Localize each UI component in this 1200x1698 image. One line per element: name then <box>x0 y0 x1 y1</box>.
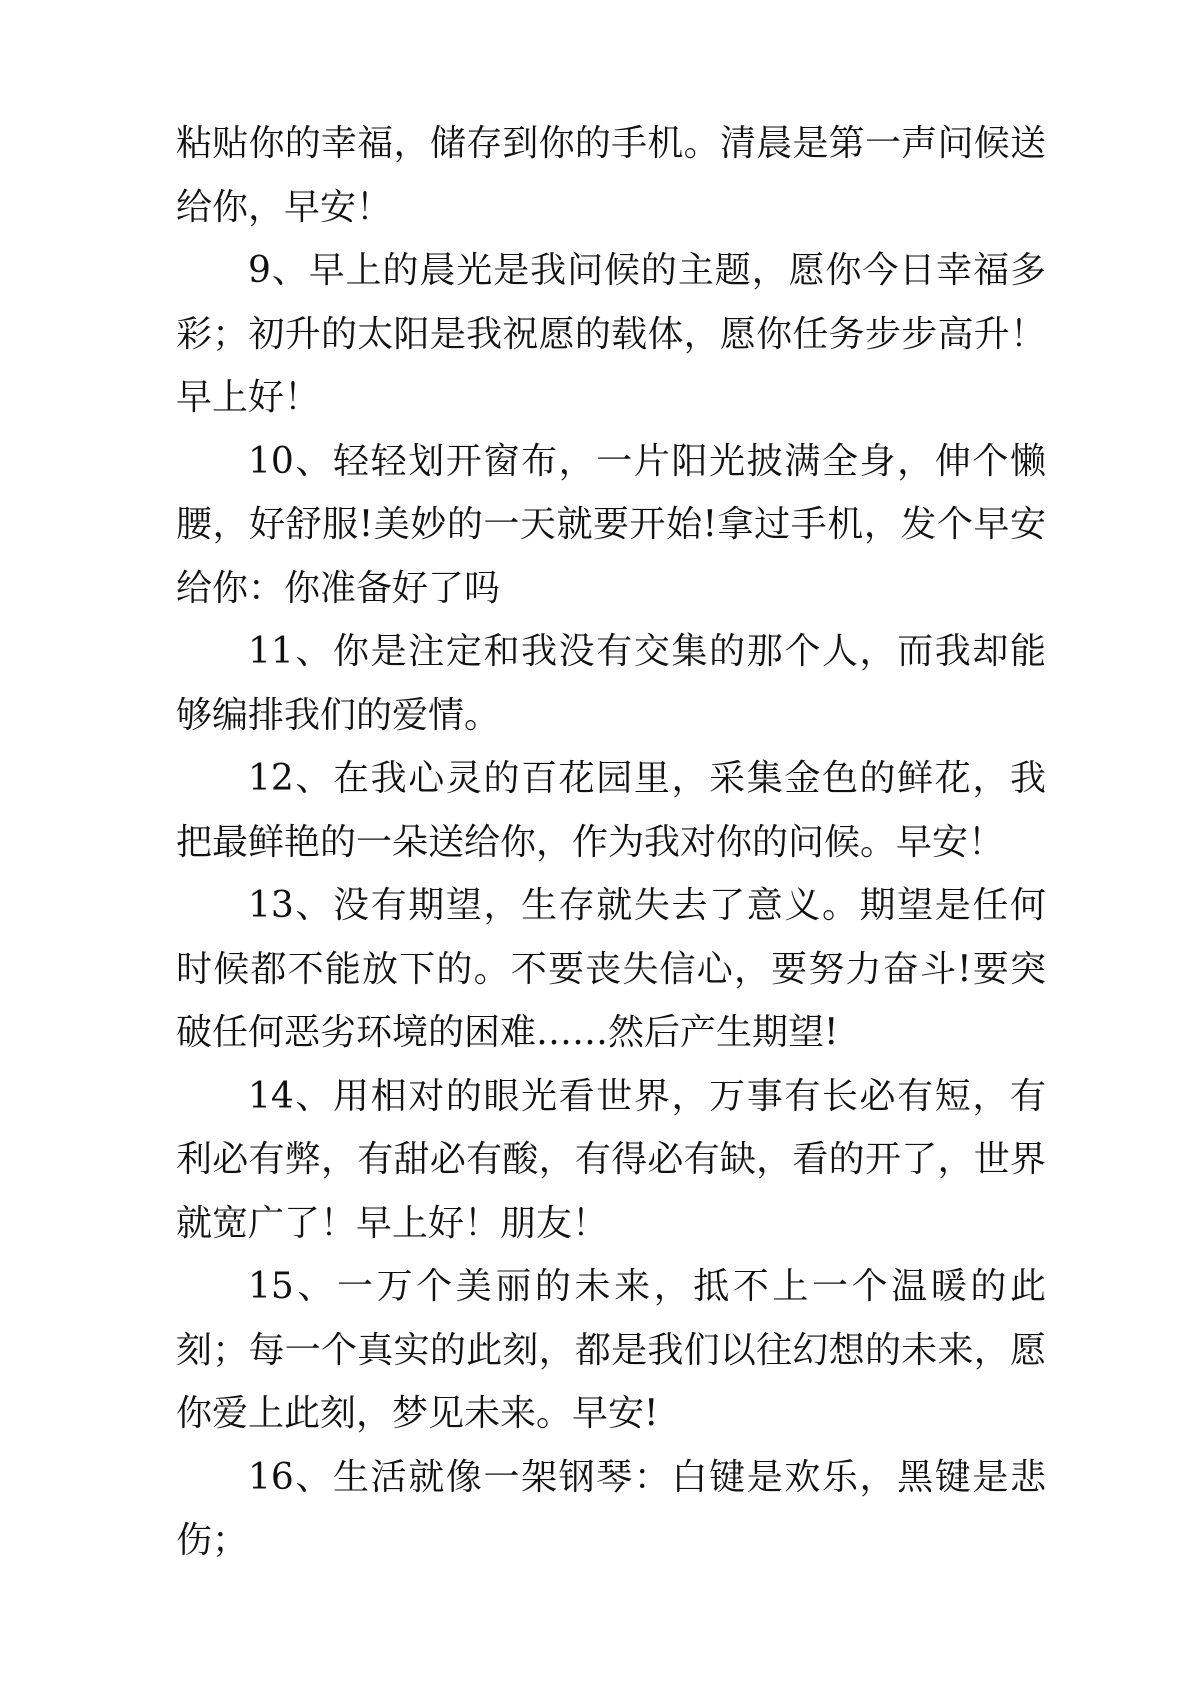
paragraph-item-14: 14、用相对的眼光看世界，万事有长必有短，有利必有弊，有甜必有酸，有得必有缺，看的开了，世界就宽广了！早上好！朋友！ <box>176 1075 1046 1244</box>
paragraph-item-9: 9、早上的晨光是我问候的主题，愿你今日幸福多彩；初升的太阳是我祝愿的载体，愿你任务步步高升！早上好！ <box>176 250 1046 418</box>
paragraph-item-15: 15、一万个美丽的未来，抵不上一个温暖的此刻；每一个真实的此刻，都是我们以往幻想的未来，愿你爱上此刻，梦见未来。早安! <box>176 1266 1046 1434</box>
paragraph-item-10: 10、轻轻划开窗布，一片阳光披满全身，伸个懒腰，好舒服!美妙的一天就要开始!拿过手机，发个早安给你：你准备好了吗 <box>176 440 1046 609</box>
paragraph-item-12: 12、在我心灵的百花园里，采集金色的鲜花，我把最鲜艳的一朵送给你，作为我对你的问候。早安！ <box>176 758 1046 863</box>
paragraph-item-13: 13、没有期望，生存就失去了意义。期望是任何时候都不能放下的。不要丧失信心，要努力奋斗!要突破任何恶劣环境的困难……然后产生期望! <box>176 885 1046 1053</box>
paragraph-continuation: 粘贴你的幸福，储存到你的手机。清晨是第一声问候送给你，早安！ <box>176 123 1046 228</box>
paragraph-item-11: 11、你是注定和我没有交集的那个人，而我却能够编排我们的爱情。 <box>176 631 1046 736</box>
paragraph-item-16: 16、生活就像一架钢琴：白键是欢乐，黑键是悲伤； <box>176 1456 1046 1561</box>
document-body <box>176 112 1046 1573</box>
